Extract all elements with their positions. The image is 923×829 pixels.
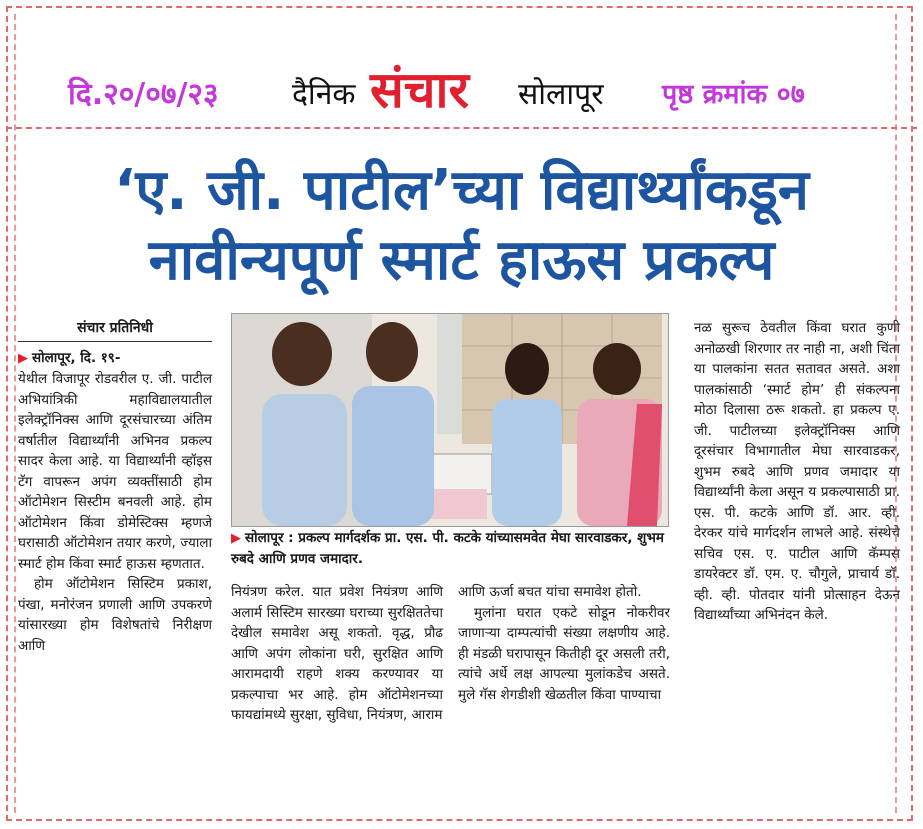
paragraph: येथील विजापूर रोडवरील ए. जी. पाटील अभियांत्रिकी महाविद्यालयातील इलेक्ट्रॉनिक्स आणि दूरसंचारच्या अंतिम वर्षातील विद्यार्थ्यांनी अभिनव प्रकल्प सादर केला आहे. या विद्यार्थ्यांनी व्हॉइस टॅग वापरून अपंग व्यक्तींसाठी होम ऑटोमेशन सिस्टीम बनवली आहे. होम ऑटोमेशन किंवा डोमेस्टिक्स म्हणजे घरासाठी ऑटोमेशन तयार करणे, ज्याला स्मार्ट होम किंवा स्मार्ट हाऊस म्हणतात. [18,371,212,572]
brand-prefix: दैनिक [292,77,356,112]
photo-caption [231,528,671,569]
article-column-1 [18,318,212,656]
paragraph: नियंत्रण करेल. यात प्रवेश नियंत्रण आणि अलार्म सिस्टिम सारख्या घराच्या सुरक्षिततेचा देखील समावेश असू शकतो. वृद्ध, प्रौढ आणि अपंग लोकांना घरी, सुरक्षित आणि आरामदायी राहणे शक्य करण्यावर या प्रकल्पाचा भर आहे. होम ऑटोमेशनच्या फायद्यांमध्ये सुरक्षा, सुविधा, नियंत्रण, आराम [231,584,443,723]
caption-triangle-icon: ▶ [231,531,241,546]
headline-line-2: नावीन्यपूर्ण स्मार्ट हाऊस प्रकल्प [148,228,775,293]
article-column-3 [458,582,670,705]
headline-line-1: ‘ए. जी. पाटील’च्या विद्यार्थ्यांकडून [114,158,809,223]
dateline: सोलापूर, दि. १९- [32,349,121,366]
issue-date: दि.२०/०७/२३ [68,77,219,112]
brand-logo: संचार [370,61,469,119]
caption-text: सोलापूर : प्रकल्प मार्गदर्शक प्रा. एस. पी. कटके यांच्यासमवेत मेघा सारवाडकर, शुभम रुबदे आणि प्रणव जमादार. [231,530,664,567]
masthead-divider [6,127,917,129]
byline: संचार प्रतिनिधी [18,318,212,342]
dateline-triangle-icon: ▶ [18,350,28,366]
article-column-4 [694,318,900,626]
paragraph: होम ऑटोमेशन सिस्टिम प्रकाश, पंखा, मनोरंजन प्रणाली आणि उपकरणे यांसारख्या होम विशेषतांचे निरीक्षण आणि [18,576,212,654]
article-photo [231,313,669,527]
masthead [0,52,923,122]
article-column-2 [231,582,443,726]
brand-city: सोलापूर [518,77,604,112]
paragraph: आणि ऊर्जा बचत यांचा समावेश होतो. [458,584,642,600]
paragraph: मुलांना घरात एकटे सोडून नोकरीवर जाणाऱ्या दाम्पत्यांची संख्या लक्षणीय आहे. ही मंडळी घरापासून कितीही दूर असली तरी, त्यांचे अर्धे लक्ष आपल्या मुलांकडेच असते. मुले गॅस शेगडीशी खेळतील किंवा पाण्याचा [458,604,670,703]
page-number: पृष्ठ क्रमांक ०७ [662,79,805,110]
paragraph: नळ सुरूच ठेवतील किंवा घरात कुणी अनोळखी शिरणार तर नाही ना, अशी चिंता या पालकांना सतत सतावत असते. अशा पालकांसाठी ‘स्मार्ट होम’ ही संकल्पना मोठा दिलासा ठरू शकतो. हा प्रकल्प ए. जी. पाटीलच्या इलेक्ट्रॉनिक्स आणि दूरसंचार विभागातील मेघा सारवाडकर, शुभम रुबदे आणि प्रणव जमादार या विद्यार्थ्यांनी केला असून य प्रकल्पासाठी प्रा. एस. पी. कटके आणि डॉ. आर. व्ही. देरकर यांचे मार्गदर्शन लाभले आहे. संस्थेचे सचिव एस. ए. पाटील आणि कॅम्पस डायरेक्टर डॉ. एम. ए. चौगुले, प्राचार्य डॉ. व्ही. व्ही. पोतदार यांनी प्रोत्साहन देऊन विद्यार्थ्यांच्या अभिनंदन केले. [694,320,900,623]
